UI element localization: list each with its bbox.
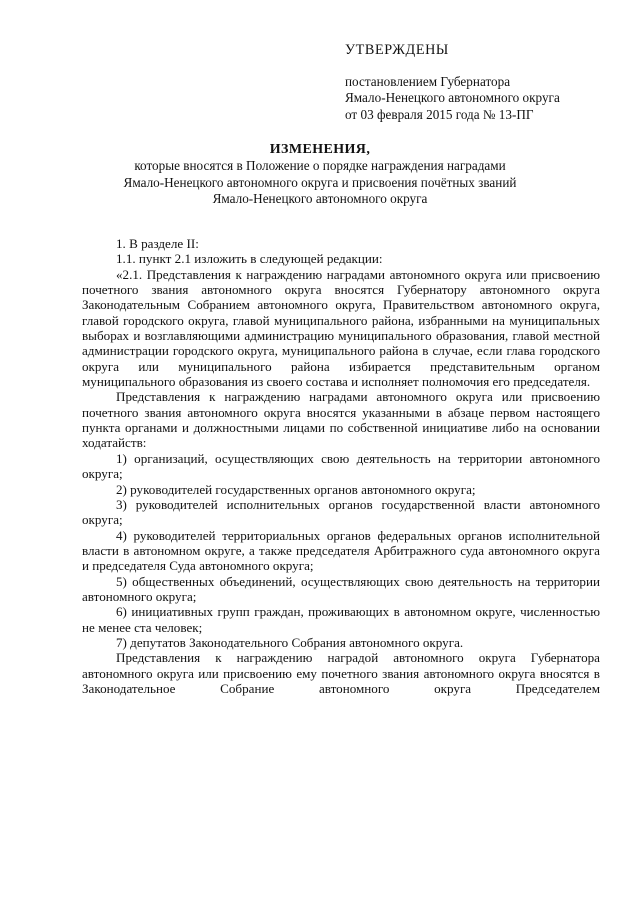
document-title: ИЗМЕНЕНИЯ, bbox=[269, 142, 371, 157]
document-subtitle-line-3: Ямало-Ненецкого автономного округа bbox=[212, 191, 428, 207]
approval-line-3: от 03 февраля 2015 года № 13-ПГ bbox=[345, 106, 534, 122]
document-subtitle-line-2: Ямало-Ненецкого автономного округа и присвоения почётных званий bbox=[123, 174, 517, 190]
list-item-2: 2) руководителей государственных органов автономного округа; bbox=[116, 481, 476, 497]
approval-line-1: постановлением Губернатора bbox=[345, 73, 511, 89]
document-body bbox=[82, 236, 600, 696]
paragraph-governor-award: Представления к награждению наградой автономного округа Губернатора автономного округа или присвоению ему почетного звания автономного округа вносятся в Законодательное Собрание автономного округа Председателем bbox=[82, 650, 600, 696]
list-item-7: 7) депутатов Законодательного Собрания автономного округа. bbox=[116, 634, 464, 650]
approval-stamp bbox=[345, 42, 615, 123]
paragraph-subsection: 1.1. пункт 2.1 изложить в следующей редакции: bbox=[116, 251, 383, 267]
list-item-1: 1) организаций, осуществляющих свою деятельность на территории автономного округа; bbox=[82, 450, 600, 482]
document-title-block bbox=[60, 142, 580, 208]
approval-line-2: Ямало-Ненецкого автономного округа bbox=[345, 90, 560, 105]
paragraph-section: 1. В разделе II: bbox=[116, 236, 199, 251]
list-item-4: 4) руководителей территориальных органов федеральных органов исполнительной власти в автономном округе, а также председателя Арбитражного суда автономного округа и председателя Суда автономного округа; bbox=[82, 527, 600, 574]
document-subtitle-line-1: которые вносятся в Положение о порядке награждения наградами bbox=[134, 158, 506, 174]
paragraph-clause-2-1: «2.1. Представления к награждению наградами автономного округа или присвоению почетного звания автономного округа вносятся Губернатору автономного округа Законодательным Собранием автономного округа, Правительством автономного округа, главой городского округа, главой муниципального района, избранными на муниципальных выборах и возглавляющими администрацию муниципального образования, главой местной администрации городского округа, муниципального района в случае, если глава городского округа или муниципального района избирается представительным органом муниципального образования из своего состава и исполняет полномочия его председателя. bbox=[82, 266, 600, 390]
list-item-3: 3) руководителей исполнительных органов государственной власти автономного округа; bbox=[82, 496, 600, 528]
list-item-6: 6) инициативных групп граждан, проживающих в автономном округе, численностью не менее ста человек; bbox=[82, 604, 600, 635]
list-item-5: 5) общественных объединений, осуществляющих свою деятельность на территории автономного округа; bbox=[82, 573, 600, 604]
approval-heading: УТВЕРЖДЕНЫ bbox=[345, 42, 449, 58]
paragraph-petitions: Представления к награждению наградами автономного округа или присвоению почетного звания автономного округа вносятся указанными в абзаце первом настоящего пункта органами и должностными лицами по собственной инициативе либо на основании ходатайств: bbox=[82, 389, 600, 451]
